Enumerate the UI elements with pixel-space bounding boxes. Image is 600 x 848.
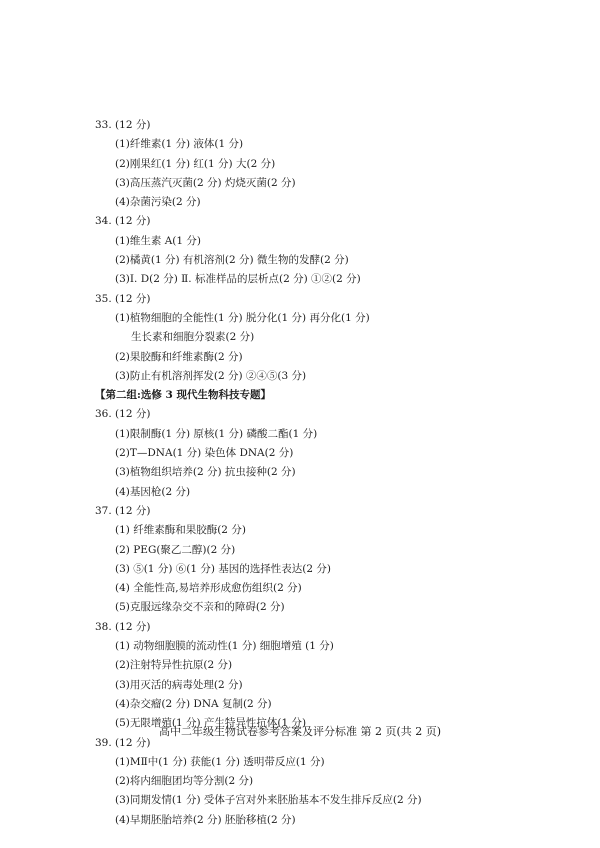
question-header: 33. (12 分) xyxy=(95,119,151,131)
answer-line: (3)Ⅰ. D(2 分) Ⅱ. 标准样品的层析点(2 分) ①②(2 分) xyxy=(115,273,361,286)
answer-line: (4)杂菌污染(2 分) xyxy=(115,196,201,209)
answer-line: (1)MⅡ中(1 分) 获能(1 分) 透明带反应(1 分) xyxy=(115,755,325,768)
answer-line: (2)注射特异性抗原(2 分) xyxy=(115,659,233,672)
answer-line: (2)T—DNA(1 分) 染色体 DNA(2 分) xyxy=(115,447,294,460)
answer-line: (1) 动物细胞膜的流动性(1 分) 细胞增殖 (1 分) xyxy=(115,640,334,653)
answer-line: (3)植物组织培养(2 分) 抗虫接种(2 分) xyxy=(115,466,296,479)
answer-line: (3)防止有机溶剂挥发(2 分) ②④⑤(3 分) xyxy=(115,369,307,382)
question-header: 34. (12 分) xyxy=(95,215,151,228)
question-header: 35. (12 分) xyxy=(95,292,151,305)
answer-line: (3)用灭活的病毒处理(2 分) xyxy=(115,678,243,691)
question-header: 39. (12 分) xyxy=(95,736,151,749)
answer-line: (3)高压蒸汽灭菌(2 分) 灼烧灭菌(2 分) xyxy=(115,176,296,189)
answer-line: (1)植物细胞的全能性(1 分) 脱分化(1 分) 再分化(1 分) xyxy=(115,311,370,324)
answer-line: (2)将内细胞团均等分割(2 分) xyxy=(115,775,254,788)
section-heading: 【第二组:选修 3 现代生物科技专题】 xyxy=(95,389,271,402)
answer-line: (4)杂交瘤(2 分) DNA 复制(2 分) xyxy=(115,697,272,710)
answer-line: (2)果胶酶和纤维素酶(2 分) xyxy=(115,350,243,363)
answer-line: (1) 纤维素酶和果胶酶(2 分) xyxy=(115,524,246,537)
answer-line: (3)同期发情(1 分) 受体子宫对外来胚胎基本不发生排斥反应(2 分) xyxy=(115,794,422,807)
answer-line: (3) ⑤(1 分) ⑥(1 分) 基因的选择性表达(2 分) xyxy=(115,562,332,575)
answer-line: (1)限制酶(1 分) 原核(1 分) 磷酸二酯(1 分) xyxy=(115,427,318,440)
answer-line: (4)早期胚胎培养(2 分) 胚胎移植(2 分) xyxy=(115,813,296,826)
answer-line: (4)基因枪(2 分) xyxy=(115,485,191,498)
question-header: 37. (12 分) xyxy=(95,504,151,517)
page-footer: 高中二年级生物试卷参考答案及评分标准 第 2 页(共 2 页) xyxy=(158,725,442,738)
answer-line: (5)无限增殖(1 分) 产生特异性抗体(1 分) xyxy=(115,717,307,730)
answer-line: (1)维生素 A(1 分) xyxy=(115,234,202,247)
answer-line: (5)克服远缘杂交不亲和的障碍(2 分) xyxy=(115,601,285,614)
answer-line: (2) PEG(聚乙二醇)(2 分) xyxy=(115,543,236,556)
question-header: 36. (12 分) xyxy=(95,408,151,421)
answer-line: (2)刚果红(1 分) 红(1 分) 大(2 分) xyxy=(115,157,276,170)
question-header: 38. (12 分) xyxy=(95,620,151,633)
answer-line: (2)橘黄(1 分) 有机溶剂(2 分) 微生物的发酵(2 分) xyxy=(115,254,349,267)
answer-line: 生长素和细胞分裂素(2 分) xyxy=(131,331,255,344)
answer-line: (1)纤维素(1 分) 液体(1 分) xyxy=(115,138,244,151)
answer-line: (4) 全能性高,易培养形成愈伤组织(2 分) xyxy=(115,582,302,595)
